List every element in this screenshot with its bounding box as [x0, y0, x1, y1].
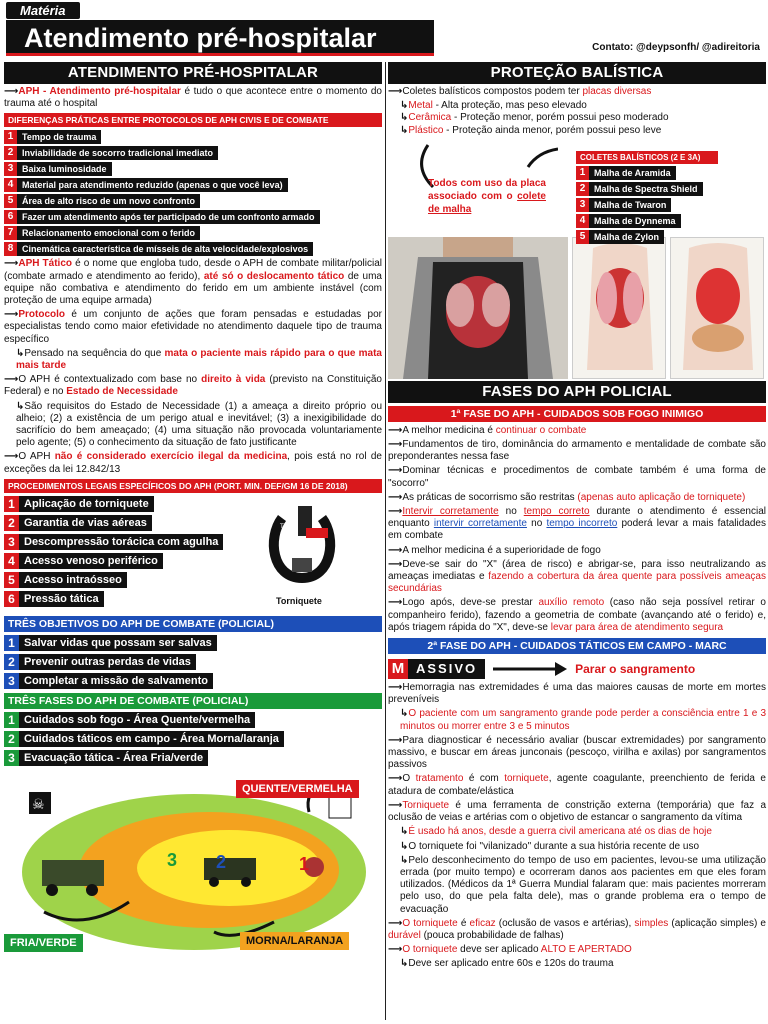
- f2-item-4-sub1: ↳É usado há anos, desde a guerra civil americana até os dias de hoje: [400, 826, 712, 838]
- coletes-item: [576, 198, 718, 212]
- aph-tatico-text: ⟶APH Tático é o nome que engloba tudo, desde o APH de combate militar/policial (combate armado e atendimento ao ferido), até só o deslocamento tático de uma equipe não combativa e atendimento do ferido em um ambiente instável (com proteção de uma equipe armada): [4, 258, 382, 307]
- zone-number-1: 1: [299, 853, 310, 874]
- item-label: Garantia de vias aéreas: [19, 515, 152, 531]
- page-title: Atendimento pré-hospitalar: [6, 20, 434, 56]
- item-label: Material para atendimento reduzido (apenas o que você leva): [17, 178, 288, 192]
- item-label: Completar a missão de salvamento: [19, 673, 213, 689]
- category-tag: Matéria: [6, 2, 80, 19]
- f1-item-5: ⟶Intervir corretamente no tempo correto durante o atendimento é essencial enquanto intervir corretamente no tempo incorreto poderá levar a mais fatalidades em combate: [388, 506, 766, 542]
- zones-diagram: [4, 772, 382, 962]
- fase-item: [4, 712, 382, 728]
- item-label: Cuidados táticos em campo - Área Morna/laranja: [19, 731, 284, 747]
- vest-photo: [388, 237, 568, 379]
- item-number-badge: 3: [4, 162, 17, 176]
- contact-info: Contato: @deypsonfh/ @adireitoria: [592, 42, 760, 53]
- f2-item-6-sub: ↳Deve ser aplicado entre 60s e 120s do trauma: [400, 958, 614, 970]
- differences-heading: DIFERENÇAS PRÁTICAS ENTRE PROTOCOLOS DE APH CIVIS E DE COMBATE: [4, 113, 382, 127]
- column-divider: [385, 62, 386, 1020]
- diff-item: [4, 162, 382, 176]
- metal-item: ↳Metal - Alta proteção, mas peso elevado: [400, 100, 587, 112]
- item-label: Salvar vidas que possam ser salvas: [19, 635, 217, 651]
- item-number-badge: 6: [4, 591, 19, 607]
- item-number-badge: 2: [4, 515, 19, 531]
- section-heading-aph: ATENDIMENTO PRÉ-HOSPITALAR: [4, 62, 382, 84]
- item-label: Aplicação de torniquete: [19, 496, 154, 512]
- item-label: Pressão tática: [19, 591, 104, 607]
- f2-item-1-sub: ↳O paciente com um sangramento grande pode perder a consciência entre 1 e 3 minutos ou morrer entre 3 e 5 minutos: [400, 708, 766, 732]
- item-label: Acesso venoso periférico: [19, 553, 163, 569]
- item-number-badge: 1: [576, 166, 589, 180]
- obj-item: [4, 673, 382, 689]
- diff-item: [4, 178, 382, 192]
- diff-item: [4, 242, 382, 256]
- anatomy-front-image: [572, 237, 666, 379]
- plastico-item: ↳Plástico - Proteção ainda menor, porém possui peso leve: [400, 124, 662, 136]
- obj-item: [4, 635, 382, 651]
- f2-item-2: ⟶Para diagnosticar é necessário avaliar (buscar extremidades) por sangramento massivo, e buscar em áreas junconais (pescoço, virilha e axilas) por sangramentos passivos: [388, 734, 766, 771]
- item-label: Acesso intraósseo: [19, 572, 127, 588]
- obj-item: [4, 654, 382, 670]
- f1-item-7: ⟶Deve-se sair do "X" (área de risco) e abrigar-se, para isso neutralizando as ameaças imediatas e fazendo a cobertura da área quente para possíveis ameaças secundárias: [388, 558, 766, 595]
- protocolo-text: ⟶Protocolo é um conjunto de ações que foram pensadas e estudadas por especialistas tendo como maior efetividade no atendimento daquele tipo de trauma específico: [4, 309, 382, 345]
- fase-item: [4, 750, 382, 766]
- procedures-block: [4, 496, 382, 612]
- procedures-heading: PROCEDIMENTOS LEGAIS ESPECÍFICOS DO APH (PORT. MIN. DEF/GM 16 DE 2018): [4, 479, 382, 493]
- f1-item-4: ⟶As práticas de socorrismo são restritas (apenas auto aplicação de torniquete): [388, 491, 746, 503]
- zone-number-2: 2: [216, 851, 227, 872]
- fase2-heading: 2ª FASE DO APH - CUIDADOS TÁTICOS EM CAMPO - MARC: [388, 638, 766, 654]
- item-label: Malha de Zylon: [589, 230, 664, 244]
- item-number-badge: 7: [4, 226, 17, 240]
- objectives-list: [4, 635, 382, 689]
- phases-heading: TRÊS FASES DO APH DE COMBATE (POLICIAL): [4, 693, 382, 709]
- item-label: Descompressão torácica com agulha: [19, 534, 223, 550]
- item-label: Área de alto risco de um novo confronto: [17, 194, 200, 208]
- tourniquet-caption: Torniquete: [276, 595, 322, 606]
- item-number-badge: 2: [4, 146, 17, 160]
- section-heading-protecao: PROTEÇÃO BALÍSTICA: [388, 62, 766, 84]
- item-number-badge: 5: [4, 572, 19, 588]
- item-number-badge: 2: [576, 182, 589, 196]
- item-number-badge: 1: [4, 635, 19, 651]
- diff-item: [4, 130, 382, 144]
- svg-text:☠: ☠: [32, 796, 45, 813]
- item-number-badge: 2: [4, 731, 19, 747]
- phases-list: [4, 712, 382, 766]
- item-number-badge: 3: [576, 198, 589, 212]
- item-number-badge: 1: [4, 712, 19, 728]
- fase1-heading: 1ª FASE DO APH - CUIDADOS SOB FOGO INIMIGO: [388, 406, 766, 422]
- ilegal-medicina-text: ⟶O APH não é considerado exercício ilegal da medicina, pois está no rol de exceções da lei 12.842/13: [4, 451, 382, 475]
- item-number-badge: 3: [4, 534, 19, 550]
- section-heading-fases: FASES DO APH POLICIAL: [388, 381, 766, 403]
- item-number-badge: 4: [4, 553, 19, 569]
- anatomy-side-image: [670, 237, 764, 379]
- svg-text:TNQ: TNQ: [280, 522, 293, 530]
- item-number-badge: 1: [4, 130, 17, 144]
- f1-item-1: ⟶A melhor medicina é continuar o combate: [388, 424, 587, 436]
- f2-item-4: ⟶Torniquete é uma ferramenta de constrição externa (temporária) que faz a oclusão de veias e artérias com o objetivo de estancar o sangramento da vítima: [388, 799, 766, 824]
- marc-result: Parar o sangramento: [575, 662, 696, 677]
- diff-item: [4, 146, 382, 160]
- coletes-list: [576, 166, 718, 244]
- item-number-badge: 6: [4, 210, 17, 224]
- coletes-item: [576, 166, 718, 180]
- coletes-list-block: [576, 151, 718, 246]
- item-number-badge: 3: [4, 750, 19, 766]
- item-label: Tempo de trauma: [17, 130, 101, 144]
- item-number-badge: 3: [4, 673, 19, 689]
- item-number-badge: 5: [4, 194, 17, 208]
- diff-item: [4, 210, 382, 224]
- fase-item: [4, 731, 382, 747]
- protocolo-subtext: ↳Pensado na sequência do que mata o paciente mais rápido para o que mata mais tarde: [16, 347, 382, 372]
- zone-number-3: 3: [167, 849, 178, 870]
- coletes-item: [576, 230, 718, 244]
- tourniquet-image: [262, 498, 342, 594]
- right-column: [388, 62, 766, 973]
- item-number-badge: 4: [576, 214, 589, 228]
- placa-note: Todos com uso da placa associado com o colete de malha: [428, 177, 546, 215]
- f2-item-6: ⟶O torniquete deve ser aplicado ALTO E APERTADO: [388, 944, 632, 956]
- item-label: Malha de Twaron: [589, 198, 671, 212]
- estado-necessidade-text: ↳São requisitos do Estado de Necessidade (1) a ameaça a direito próprio ou alheio; (2) a existência de um perigo atual e inevitável; (3) a inexigibilidade do sacrifício do bem ameaçado; (4) uma situação não provocada voluntariamente pelo agente; (5) o conhecimento da situação de fato justificante: [16, 400, 382, 449]
- f2-item-4-sub3: ↳Pelo desconhecimento do tempo de uso em pacientes, levou-se uma utilização errada (por muito tempo) e ocorreram danos aos pacientes em que eles foram utilizados. (Médicos da 1ª Guerra Mundial falaram que: mais pacientes morreram pelo uso, do que pela falta dele), mas o grande problema era o tempo de evacuação: [400, 854, 766, 915]
- zone-label-cold: FRIA/VERDE: [4, 934, 83, 952]
- left-column: [4, 62, 382, 962]
- item-number-badge: 8: [4, 242, 17, 256]
- item-label: Malha de Dynnema: [589, 214, 681, 228]
- coletes-intro: ⟶Coletes balísticos compostos podem ter placas diversas: [388, 86, 652, 97]
- coletes-block: [388, 137, 766, 242]
- marc-arrow-icon: [489, 659, 571, 679]
- f2-item-5: ⟶O torniquete é eficaz (oclusão de vasos e artérias), simples (aplicação simples) e durável (pouca probabilidade de falhas): [388, 917, 766, 941]
- f2-item-4-sub2: ↳O torniquete foi "vilanizado" durante a sua história recente de uso: [400, 840, 700, 852]
- diff-item: [4, 226, 382, 240]
- coletes-heading: COLETES BALÍSTICOS (2 E 3A): [576, 151, 718, 164]
- item-number-badge: 4: [4, 178, 17, 192]
- marc-massivo-row: [388, 658, 766, 680]
- coletes-item: [576, 182, 718, 196]
- item-label: Cinemática característica de mísseis de alta velocidade/explosivos: [17, 242, 313, 256]
- differences-list: [4, 130, 382, 256]
- item-label: Relacionamento emocional com o ferido: [17, 226, 200, 240]
- marc-word: ASSIVO: [408, 659, 485, 679]
- vest-images: [388, 237, 766, 379]
- ceramica-item: ↳Cerâmica - Proteção menor, porém possui peso moderado: [400, 112, 669, 124]
- zone-label-hot: QUENTE/VERMELHA: [236, 780, 359, 798]
- zone-label-warm: MORNA/LARANJA: [240, 932, 349, 950]
- item-number-badge: 5: [576, 230, 589, 244]
- item-label: Cuidados sob fogo - Área Quente/vermelha: [19, 712, 255, 728]
- item-number-badge: 1: [4, 496, 19, 512]
- item-label: Prevenir outras perdas de vidas: [19, 654, 196, 670]
- contexto-text: ⟶O APH é contextualizado com base no direito à vida (previsto na Constituição Federal) e no Estado de Necessidade: [4, 374, 382, 398]
- f1-item-2: ⟶Fundamentos de tiro, dominância do armamento e mentalidade de combate são preponderantes nessa fase: [388, 439, 766, 463]
- item-label: Malha de Aramida: [589, 166, 676, 180]
- f1-item-8: ⟶Logo após, deve-se prestar auxílio remoto (caso não seja possível retirar o companheiro ferido), fazendo a geometria de combate (avançando até o ferido) e, após triagem rápida do "X", deve-se levar para área de atendimento segura: [388, 597, 766, 633]
- diff-item: [4, 194, 382, 208]
- aph-definition: ⟶APH - Atendimento pré-hospitalar é tudo o que acontece entre o momento do trauma até o hospital: [4, 86, 382, 110]
- item-label: Fazer um atendimento após ter participado de um confronto armado: [17, 210, 320, 224]
- marc-letter: M: [388, 659, 408, 679]
- item-label: Inviabilidade de socorro tradicional imediato: [17, 146, 218, 160]
- item-label: Evacuação tática - Área Fria/verde: [19, 750, 208, 766]
- item-number-badge: 2: [4, 654, 19, 670]
- f2-item-1: ⟶Hemorragia nas extremidades é uma das maiores causas de morte em mortes preveníveis: [388, 682, 766, 706]
- coletes-item: [576, 214, 718, 228]
- item-label: Malha de Spectra Shield: [589, 182, 703, 196]
- f1-item-6: ⟶A melhor medicina é a superioridade de fogo: [388, 544, 601, 556]
- objectives-heading: TRÊS OBJETIVOS DO APH DE COMBATE (POLICIAL): [4, 616, 382, 632]
- f1-item-3: ⟶Dominar técnicas e procedimentos de combate também é uma forma de "socorro": [388, 465, 766, 489]
- item-label: Baixa luminosidade: [17, 162, 112, 176]
- f2-item-3: ⟶O tratamento é com torniquete, agente coagulante, preenchiento de ferida e atadura de combate/elástica: [388, 773, 766, 797]
